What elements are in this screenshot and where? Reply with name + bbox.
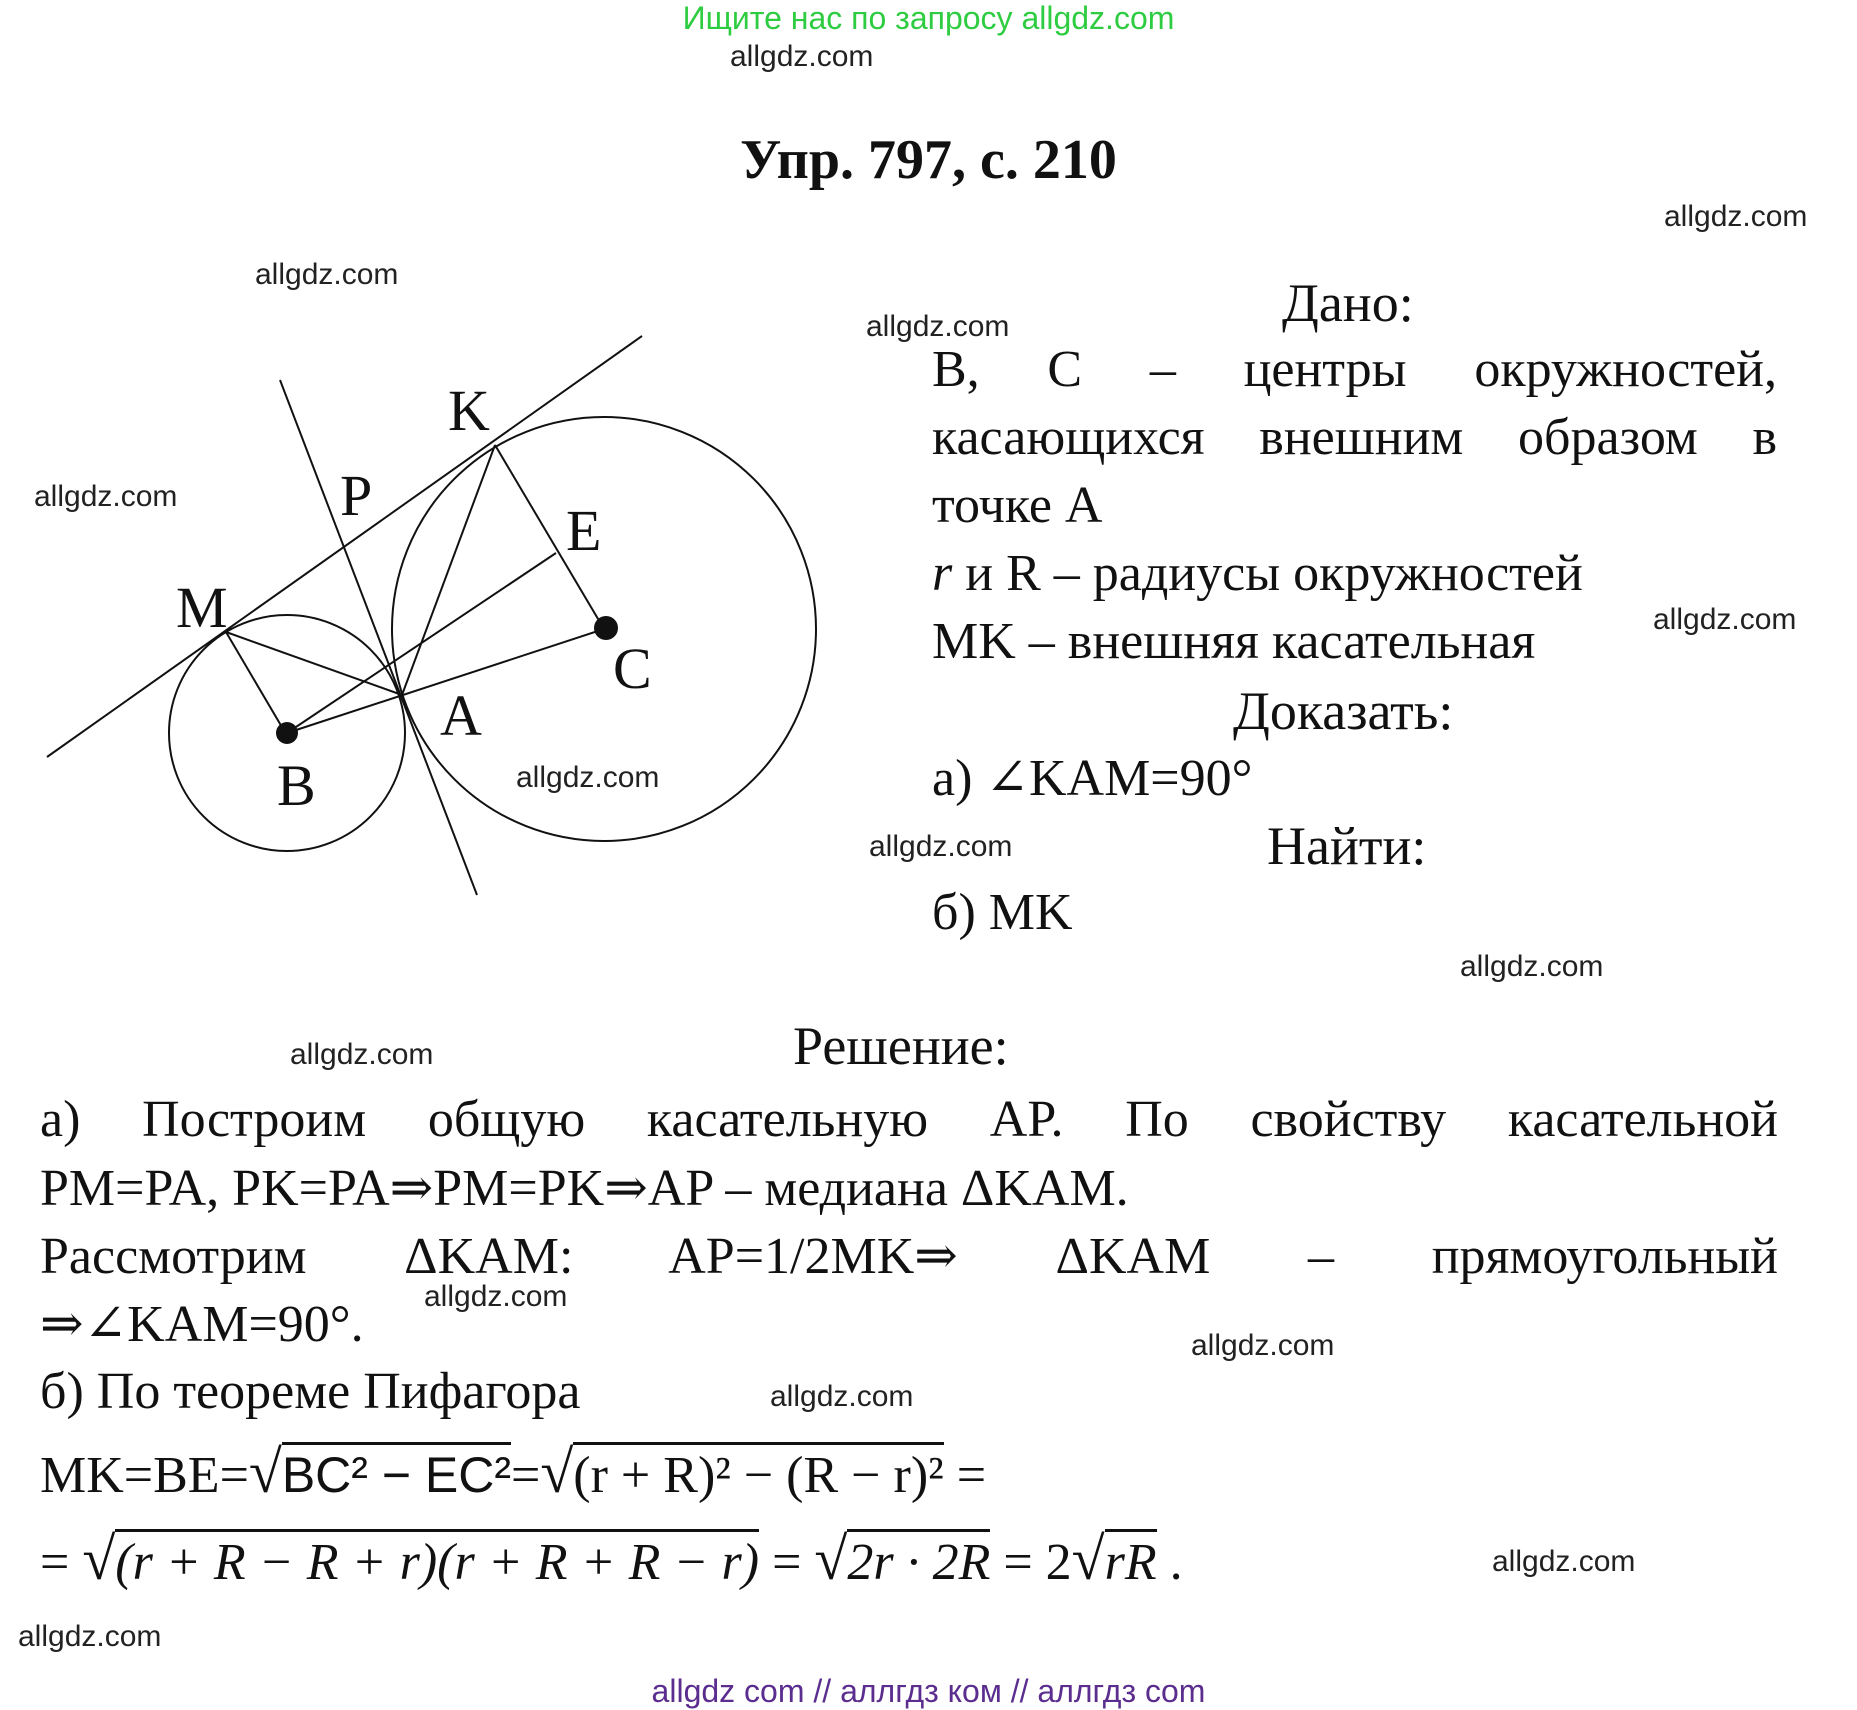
sqrt-radicand: 2r · 2R [847, 1529, 990, 1591]
given-line: касающихся внешним образом в [932, 409, 1777, 466]
given-line: MK – внешняя касательная [932, 613, 1536, 670]
watermark: allgdz.com [1653, 603, 1797, 636]
bottom-banner: allgdz com // аллгдз ком // аллгдз com [651, 1673, 1206, 1709]
variable-r: r [932, 545, 953, 602]
formula-text: . [1156, 1534, 1183, 1591]
sqrt-sign: √ [814, 1526, 848, 1592]
find-heading: Найти: [1267, 816, 1427, 876]
sqrt-radicand: (r + R)² − (R − r)² [573, 1442, 943, 1504]
solution-heading: Решение: [793, 1016, 1009, 1076]
watermark: allgdz.com [516, 761, 660, 794]
label-k: K [448, 378, 490, 443]
formula-line-2 [40, 1525, 1183, 1594]
watermark: allgdz.com [18, 1620, 162, 1653]
given-heading: Дано: [1282, 273, 1414, 333]
formula-text: = [40, 1534, 83, 1591]
watermark: allgdz.com [1191, 1329, 1335, 1362]
label-a: A [440, 683, 482, 748]
sqrt-sign: √ [1071, 1526, 1105, 1592]
watermark: allgdz.com [1664, 200, 1808, 233]
segment-ma [226, 632, 402, 695]
label-e: E [566, 498, 602, 563]
find-statement: б) MK [932, 884, 1073, 941]
prove-statement: а) ∠KAM=90° [932, 750, 1253, 807]
sqrt-sign: √ [248, 1439, 282, 1505]
exercise-title: Упр. 797, с. 210 [740, 129, 1117, 191]
given-line [932, 544, 1583, 603]
watermark: allgdz.com [424, 1280, 568, 1313]
label-b: B [277, 753, 316, 818]
given-line: точке A [932, 477, 1103, 534]
formula-text: = [759, 1534, 815, 1591]
sqrt-radicand: rR [1105, 1529, 1157, 1591]
top-banner: Ищите нас по запросу allgdz.com [682, 0, 1175, 36]
label-p: P [340, 463, 373, 528]
formula-text: = [943, 1447, 987, 1504]
given-text: и R – радиусы окружностей [952, 545, 1583, 602]
watermark: allgdz.com [255, 258, 399, 291]
solution-line: б) По теореме Пифагора [40, 1363, 581, 1420]
watermark: allgdz.com [1492, 1545, 1636, 1578]
solution-line: PM=PA, PK=PA⇒PM=PK⇒AP – медиана ΔKAM. [40, 1160, 1129, 1217]
sqrt-radicand: (r + R − R + r)(r + R + R − r) [115, 1529, 759, 1591]
geometry-diagram [0, 320, 880, 920]
watermark: allgdz.com [290, 1038, 434, 1071]
point-b [276, 722, 298, 744]
watermark: allgdz.com [34, 480, 178, 513]
watermark: allgdz.com [730, 40, 874, 73]
label-m: M [176, 575, 228, 640]
segment-mb [226, 632, 286, 734]
watermark: allgdz.com [1460, 950, 1604, 983]
watermark: allgdz.com [866, 310, 1010, 343]
segment-be [287, 553, 556, 733]
formula-text: = 2 [990, 1534, 1072, 1591]
solution-line: а) Построим общую касательную AP. По свойству касательной [40, 1091, 1778, 1148]
formula-text: = [511, 1447, 541, 1504]
segment-ka [402, 445, 495, 695]
sqrt-sign: √ [540, 1439, 574, 1505]
solution-line: ⇒∠KAM=90°. [40, 1296, 364, 1353]
prove-heading: Доказать: [1233, 681, 1454, 741]
solution-line: Рассмотрим ΔKAM: AP=1/2MK⇒ ΔKAM – прямоугольный [40, 1228, 1778, 1285]
label-c: C [613, 636, 652, 701]
formula-text: MK=BE= [40, 1447, 249, 1504]
formula-line-1 [40, 1438, 986, 1507]
sqrt-sign: √ [82, 1526, 116, 1592]
watermark: allgdz.com [770, 1380, 914, 1413]
watermark: allgdz.com [869, 830, 1013, 863]
given-line: B, C – центры окружностей, [932, 341, 1777, 398]
sqrt-radicand: BC² − EC² [282, 1442, 511, 1503]
